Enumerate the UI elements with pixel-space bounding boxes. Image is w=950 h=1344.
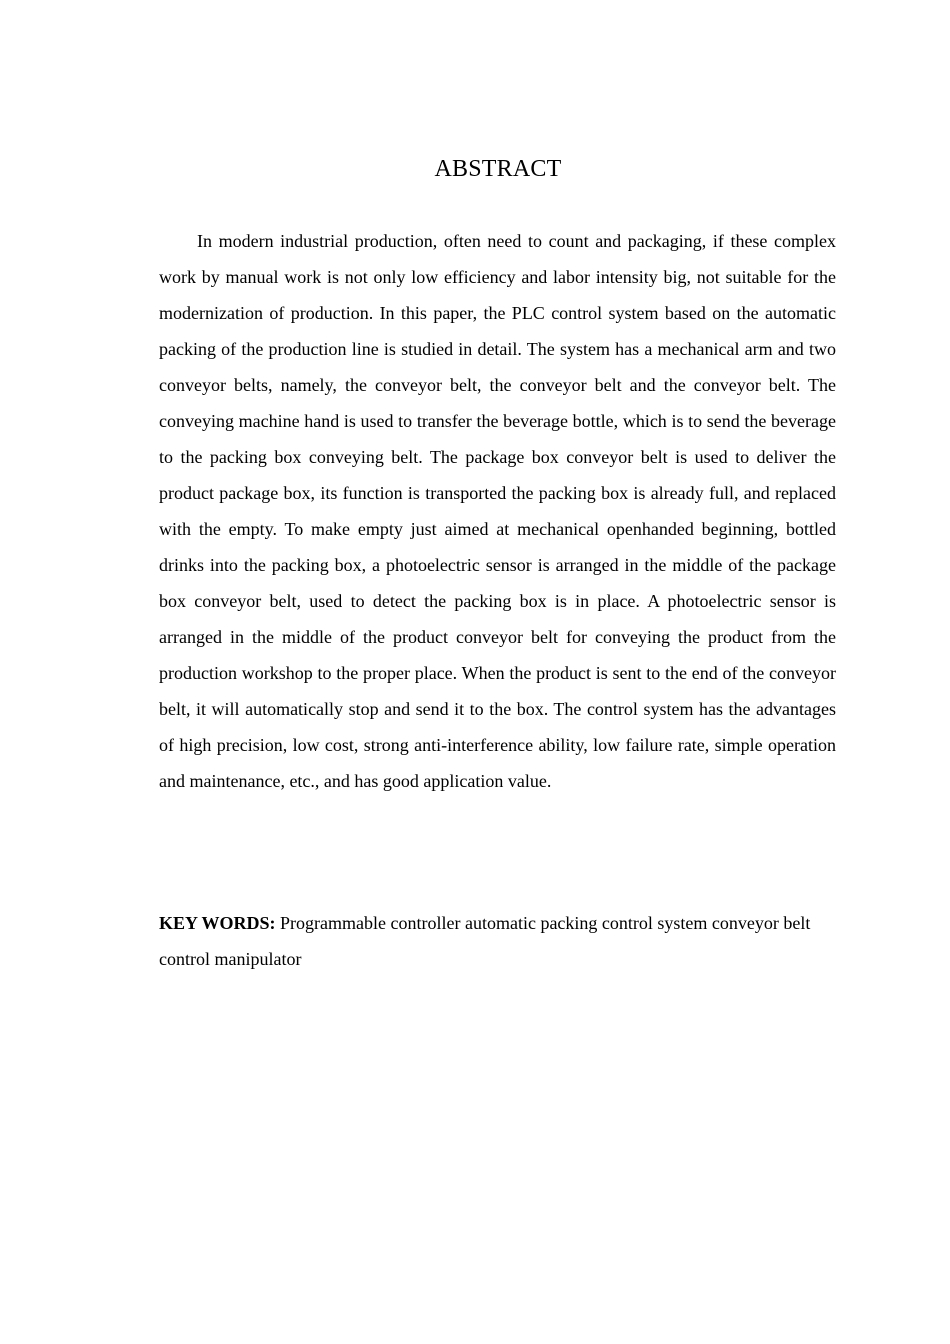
keywords-label: KEY WORDS:: [159, 913, 276, 933]
keywords-paragraph: [159, 905, 836, 977]
abstract-paragraph: In modern industrial production, often need to count and packaging, if these complex work by manual work is not only low efficiency and labor intensity big, not suitable for the modernization of production. In this paper, the PLC control system based on the automatic packing of the production line is studied in detail. The system has a mechanical arm and two conveyor belts, namely, the conveyor belt, the conveyor belt and the conveyor belt. The conveying machine hand is used to transfer the beverage bottle, which is to send the beverage to the packing box conveying belt. The package box conveyor belt is used to deliver the product package box, its function is transported the packing box is already full, and replaced with the empty. To make empty just aimed at mechanical openhanded beginning, bottled drinks into the packing box, a photoelectric sensor is arranged in the middle of the package box conveyor belt, used to detect the packing box is in place. A photoelectric sensor is arranged in the middle of the product conveyor belt for conveying the product from the production workshop to the proper place. When the product is sent to the end of the conveyor belt, it will automatically stop and send it to the box. The control system has the advantages of high precision, low cost, strong anti-interference ability, low failure rate, simple operation and maintenance, etc., and has good application value.: [159, 231, 836, 791]
keywords-text: Programmable controller automatic packing control system conveyor belt control manipulator: [159, 913, 811, 969]
page-title: ABSTRACT: [434, 156, 562, 182]
